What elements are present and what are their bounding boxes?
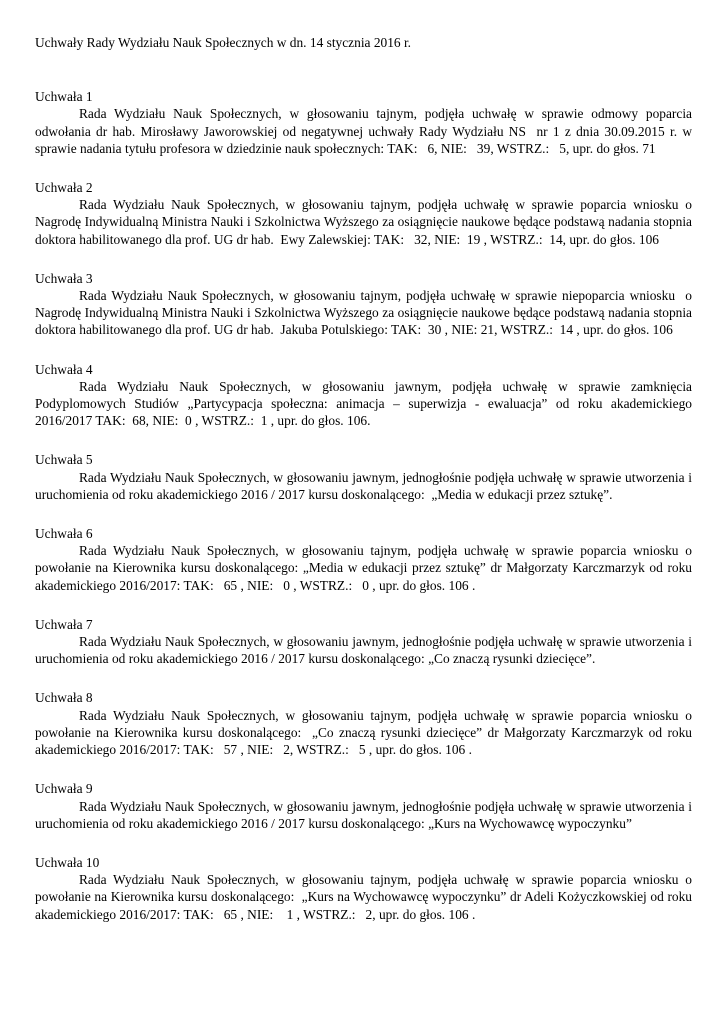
resolution-text: Rada Wydziału Nauk Społecznych, w głosowaniu tajnym, podjęła uchwałę w sprawie poparcia wniosku o powołanie na Kierownika kursu doskonalącego: „Co znaczą rysunki dziecięce” dr Małgorzaty Karczmarzyk od roku akademickiego 2016/2017: TAK: 57 , NIE: 2, WSTRZ.: 5 , upr. do głos. 106 . — [35, 707, 696, 758]
resolution-10 — [35, 854, 696, 923]
document-page — [35, 34, 696, 945]
resolution-heading: Uchwała 3 — [35, 270, 93, 286]
resolution-text: Rada Wydziału Nauk Społecznych, w głosowaniu jawnym, podjęła uchwałę w sprawie zamknięcia Podyplomowych Studiów „Partycypacja społeczna: animacja – superwizja - ewaluacja” od roku akademickiego 2016/2017 TAK: 68, NIE: 0 , WSTRZ.: 1 , upr. do głos. 106. — [35, 378, 696, 429]
resolution-text: Rada Wydziału Nauk Społecznych, w głosowaniu jawnym, jednogłośnie podjęła uchwałę w sprawie utworzenia i uruchomienia od roku akademickiego 2016 / 2017 kursu doskonalącego: „Media w edukacji przez sztukę”. — [35, 469, 696, 502]
resolution-7 — [35, 616, 696, 668]
resolution-heading: Uchwała 7 — [35, 616, 93, 632]
resolution-heading: Uchwała 4 — [35, 361, 93, 377]
resolution-heading: Uchwała 8 — [35, 690, 93, 706]
resolution-3 — [35, 270, 696, 339]
resolution-text: Rada Wydziału Nauk Społecznych, w głosowaniu tajnym, podjęła uchwałę w sprawie niepoparcia wniosku o Nagrodę Indywidualną Ministra Nauki i Szkolnictwa Wyższego za osiągnięcie naukowe będące podstawą nadania stopnia doktora habilitowanego dla prof. UG dr hab. Jakuba Potulskiego: TAK: 30 , NIE: 21, WSTRZ.: 14 , upr. do głos. 106 — [35, 288, 696, 338]
resolution-text: Rada Wydziału Nauk Społecznych, w głosowaniu jawnym, jednogłośnie podjęła uchwałę w sprawie utworzenia i uruchomienia od roku akademickiego 2016 / 2017 kursu doskonalącego: „Kurs na Wychowawcę wypoczynku” — [35, 798, 696, 831]
resolution-1 — [35, 88, 696, 157]
resolution-heading: Uchwała 6 — [35, 526, 93, 542]
resolution-text: Rada Wydziału Nauk Społecznych, w głosowaniu tajnym, podjęła uchwałę w sprawie poparcia wniosku o powołanie na Kierownika kursu doskonalącego: „Kurs na Wychowawcę wypoczynku” dr Adeli Kożyczkowskiej od roku akademickiego 2016/2017: TAK: 65 , NIE: 1 , WSTRZ.: 2, upr. do głos. 106 . — [35, 872, 696, 922]
resolution-9 — [35, 780, 696, 832]
resolution-5 — [35, 451, 696, 503]
resolution-heading: Uchwała 2 — [35, 180, 93, 196]
resolution-2 — [35, 179, 696, 248]
resolution-8 — [35, 689, 696, 758]
document-title: Uchwały Rady Wydziału Nauk Społecznych w dn. 14 stycznia 2016 r. — [35, 35, 412, 50]
resolution-6 — [35, 525, 696, 594]
resolution-text: Rada Wydziału Nauk Społecznych, w głosowaniu tajnym, podjęła uchwałę w sprawie poparcia wniosku o Nagrodę Indywidualną Ministra Nauki i Szkolnictwa Wyższego za osiągnięcie naukowe będące podstawą nadania stopnia doktora habilitowanego dla prof. UG dr hab. Ewy Zalewskiej: TAK: 32, NIE: 19 , WSTRZ.: 14, upr. do głos. 106 — [35, 197, 696, 247]
resolution-heading: Uchwała 9 — [35, 781, 93, 797]
resolution-4 — [35, 361, 696, 430]
resolution-text: Rada Wydziału Nauk Społecznych, w głosowaniu jawnym, jednogłośnie podjęła uchwałę w sprawie utworzenia i uruchomienia od roku akademickiego 2016 / 2017 kursu doskonalącego: „Co znaczą rysunki dziecięce”. — [35, 634, 696, 667]
resolution-text: Rada Wydziału Nauk Społecznych, w głosowaniu tajnym, podjęła uchwałę w sprawie poparcia wniosku o powołanie na Kierownika kursu doskonalącego: „Media w edukacji przez sztukę” dr Małgorzaty Karczmarzyk od roku akademickiego 2016/2017: TAK: 65 , NIE: 0 , WSTRZ.: 0 , upr. do głos. 106 . — [35, 543, 696, 593]
resolution-text: Rada Wydziału Nauk Społecznych, w głosowaniu tajnym, podjęła uchwałę w sprawie odmowy poparcia odwołania dr hab. Mirosławy Jaworowskiej od negatywnej uchwały Rady Wydziału NS nr 1 z dnia 30.09.2015 r. w sprawie nadania tytułu profesora w dziedzinie nauk społecznych: TAK: 6, NIE: 39, WSTRZ.: 5, upr. do głos. 71 — [35, 106, 696, 156]
resolution-heading: Uchwała 1 — [35, 89, 93, 105]
resolution-heading: Uchwała 10 — [35, 854, 100, 870]
resolution-heading: Uchwała 5 — [35, 452, 93, 468]
